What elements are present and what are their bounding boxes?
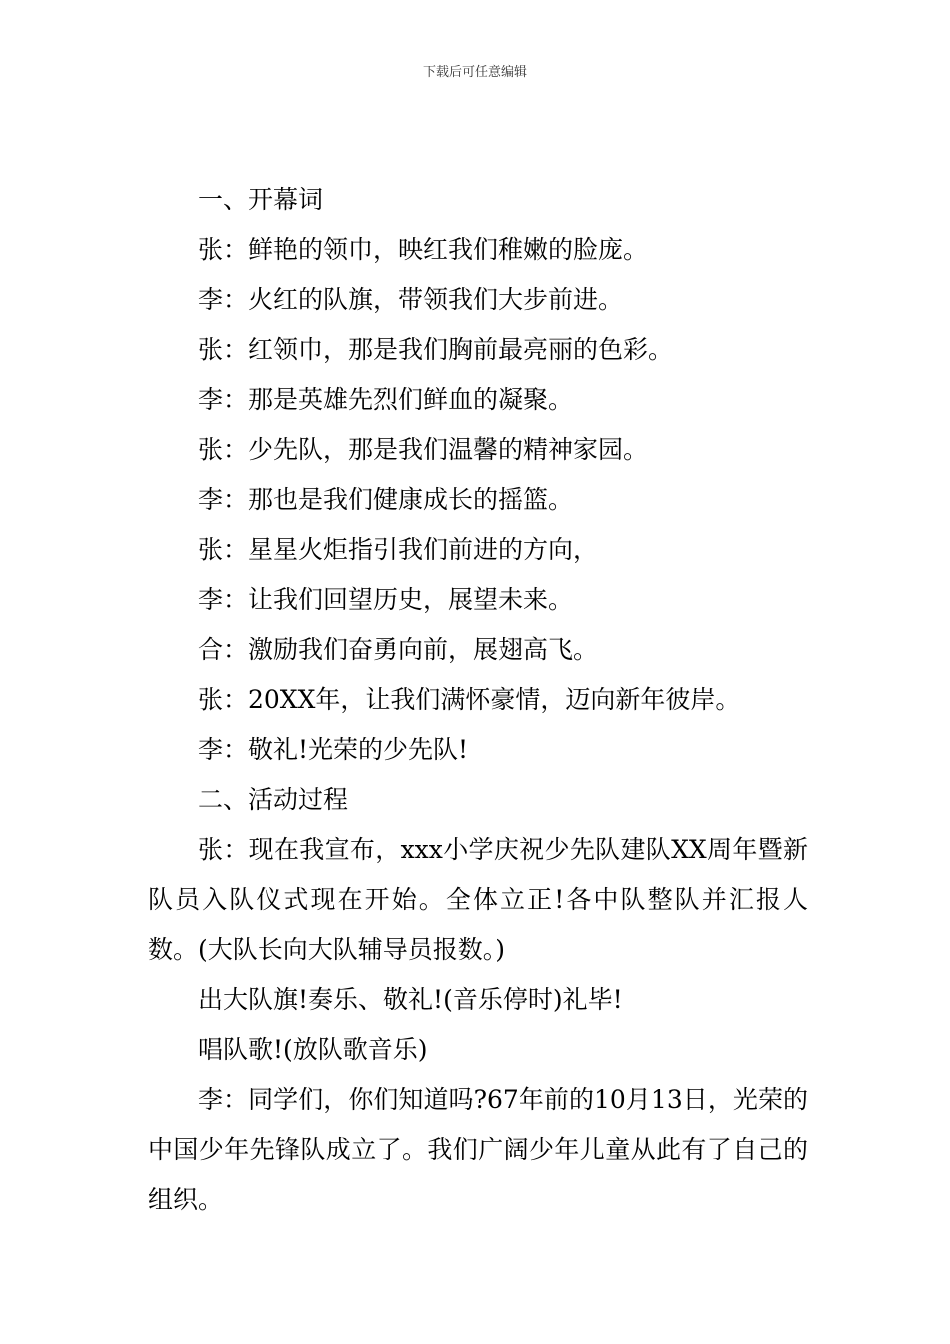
dialogue-line: 张：红领巾，那是我们胸前最亮丽的色彩。 [198,335,674,364]
instruction-line: 出大队旗!奏乐、敬礼!(音乐停时)礼毕! [198,985,623,1014]
dialogue-line: 张：星星火炬指引我们前进的方向， [198,535,599,564]
dialogue-paragraph: 李：同学们，你们知道吗?67年前的10月13日，光荣的中国少年先锋队成立了。我们广阔少年儿童从此有了自己的组织。 [148,1085,808,1214]
instruction-line: 唱队歌!(放队歌音乐) [198,1035,428,1064]
section-heading-opening: 一、开幕词 [198,185,324,214]
dialogue-line: 李：那也是我们健康成长的摇篮。 [198,485,574,514]
page-header: 下载后可任意编辑 [422,65,527,80]
dialogue-paragraph: 张：现在我宣布，xxx小学庆祝少先队建队XX周年暨新队员入队仪式现在开始。全体立正!各中队整队并汇报人数。(大队长向大队辅导员报数。) [148,835,808,964]
dialogue-line: 李：敬礼!光荣的少先队! [198,735,469,764]
dialogue-line: 合：激励我们奋勇向前，展翅高飞。 [198,635,599,664]
dialogue-line: 李：火红的队旗，带领我们大步前进。 [198,285,624,314]
dialogue-line: 张：少先队，那是我们温馨的精神家园。 [198,435,649,464]
document-body [148,175,808,1225]
dialogue-line: 张：20XX年，让我们满怀豪情，迈向新年彼岸。 [198,685,741,714]
dialogue-line: 李：让我们回望历史，展望未来。 [198,585,574,614]
section-heading-activity: 二、活动过程 [198,785,349,814]
dialogue-line: 李：那是英雄先烈们鲜血的凝聚。 [198,385,574,414]
dialogue-line: 张：鲜艳的领巾，映红我们稚嫩的脸庞。 [198,235,649,264]
